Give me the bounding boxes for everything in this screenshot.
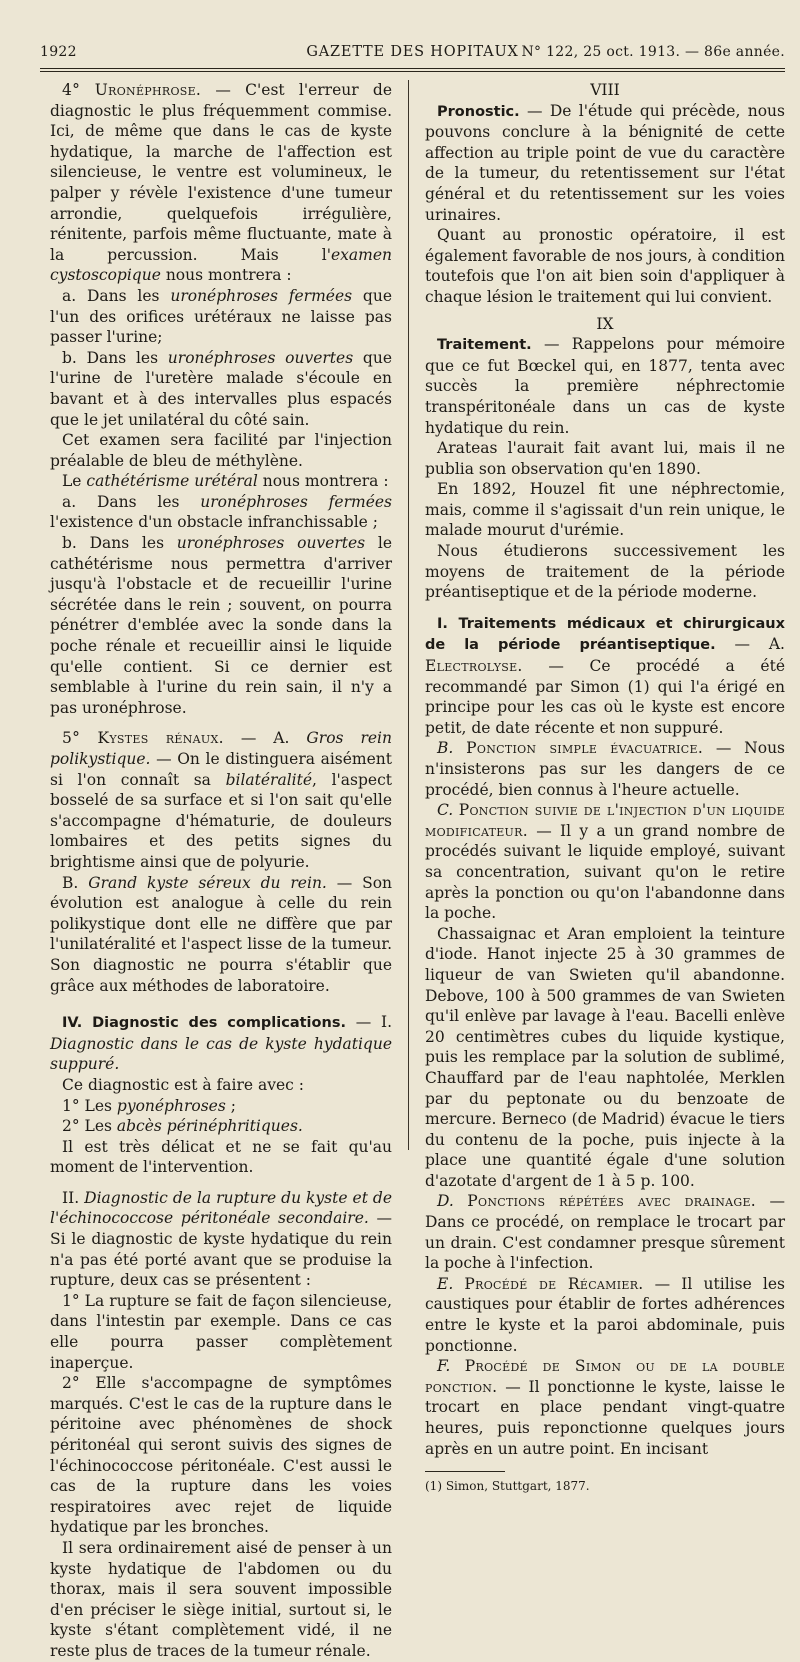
method-label: Ponction suivie de l'injection d'un liquide modificateur. — [425, 801, 785, 840]
left-column — [50, 80, 392, 1662]
section-label: 4° Uronéphrose. — [62, 81, 202, 99]
section-number: VIII — [590, 81, 620, 99]
column-divider — [408, 80, 409, 1150]
paragraph: II. Diagnostic de la rupture du kyste et de l'échinococcose péritonéale secondaire. — Si le diagnostic de kyste hydatique du rein n'a pas été porté avant que se produise la rupture, deux cas se présentent : — [50, 1188, 392, 1290]
issue-info: N° 122, 25 oct. 1913. — 86e année. — [521, 44, 785, 60]
paragraph: C. Ponction suivie de l'injection d'un liquide modificateur. — Il y a un grand nombre de procédés suivant le liquide employé, suivant sa concentration, suivant qu'on le retire après la ponction ou qu'on l'abandonne dans la poche. — [425, 801, 785, 923]
paragraph: B. Grand kyste séreux du rein. — Son évolution est analogue à celle du rein polikystique dont elle ne diffère que par l'unilatéralité et l'aspect lisse de la tumeur. Son diagnostic ne pourra s'établir que grâce aux méthodes de laboratoire. — [50, 873, 393, 995]
right-column — [425, 80, 785, 1497]
paragraph: a. Dans les uronéphroses fermées l'existence d'un obstacle infranchissable ; — [50, 492, 392, 532]
page-header — [40, 40, 785, 64]
page-number: 1922 — [40, 44, 77, 60]
method-label: Electrolyse. — [425, 657, 523, 676]
paragraph: D. Ponctions répétées avec drainage. — Dans ce procédé, on remplace le trocart par un drain. C'est condamner presque sûrement la poche à l'infection. — [425, 1192, 785, 1273]
paragraph: 1° La rupture se fait de façon silencieuse, dans l'intestin par exemple. Dans ce cas elle pourra passer complètement inaperçue. — [50, 1291, 392, 1372]
footnote: (1) Simon, Stuttgart, 1877. — [425, 1479, 590, 1494]
paragraph: 2° Elle s'accompagne de symptômes marqués. C'est le cas de la rupture dans le péritoine avec phénomènes de shock péritonéal qui seront suivis des signes de l'échinococcose péritonéale. C'est aussi le cas de la rupture dans les voies respiratoires avec rejet de liquide hydatique par les bronches. — [50, 1374, 392, 1537]
journal-title: GAZETTE DES HOPITAUX — [306, 44, 519, 60]
paragraph: a. Dans les uronéphroses fermées que l'un des orifices urétéraux ne laisse pas passer l'urine; — [50, 286, 392, 347]
section-heading: Pronostic. — [437, 103, 520, 120]
method-label: Procédé de Simon ou de la double ponction. — [425, 1357, 785, 1396]
paragraph: En 1892, Houzel fit une néphrectomie, mais, comme il s'agissait d'un rein unique, le malade mourut d'urémie. — [425, 480, 785, 540]
paragraph: 4° Uronéphrose. — C'est l'erreur de diagnostic le plus fréquemment commise. Ici, de même que dans le cas de kyste hydatique, la marche de l'affection est silencieuse, le ventre est volumineux, le palper y révèle l'existence d'une tumeur arrondie, quelquefois irrégulière, rénitente, parfois même fluctuante, mate à la percussion. Mais l'examen cystoscopique nous montrera : — [50, 81, 393, 285]
method-label: Ponction simple évacuatrice. — [466, 739, 704, 758]
paragraph: Le cathétérisme urétéral nous montrera : — [62, 472, 389, 491]
paragraph: Chassaignac et Aran emploient la teinture d'iode. Hanot injecte 25 à 30 grammes de liqueur de van Swieten qu'il abandonne. Debove, 100 à 500 grammes de van Swieten qu'il enlève par lavage à l'eau. Bacelli enlève 20 centimètres cubes du liquide kystique, puis les remplace par la solution de sublimé, Chauffard par de l'eau naphtolée, Merklen par du peptonate ou du benzoate de mercure. Berneco (de Madrid) évacue le tiers du contenu de la poche, puis injecte à la place une quantité égale d'une solution d'azotate d'argent de 1 à 5 p. 100. — [425, 924, 785, 1190]
method-label: Procédé de Récamier. — [464, 1274, 644, 1293]
paragraph: Traitement. — Rappelons pour mémoire que ce fut Bœckel qui, en 1877, tenta avec succès la première néphrectomie transpéritonéale dans un cas de kyste hydatique du rein. — [425, 335, 785, 437]
paragraph: Arateas l'aurait fait avant lui, mais il ne publia son observation qu'en 1890. — [425, 439, 785, 478]
section-heading: I. Traitements médicaux et chirurgicaux de la période préantiseptique. — [425, 615, 785, 654]
paragraph: Quant au pronostic opératoire, il est également favorable de nos jours, à condition toutefois que l'on ait bien soin d'appliquer à chaque lésion le traitement qui lui convient. — [425, 226, 785, 306]
paragraph: Ce diagnostic est à faire avec : — [62, 1075, 304, 1094]
paragraph: Nous étudierons successivement les moyens de traitement de la période préantiseptique et de la période moderne. — [425, 542, 785, 602]
paragraph: 1° Les pyonéphroses ; — [62, 1096, 236, 1115]
header-rule-2 — [40, 71, 785, 72]
footnote-rule — [425, 1471, 505, 1472]
paragraph: Il est très délicat et ne se fait qu'au moment de l'intervention. — [50, 1137, 392, 1177]
paragraph: 2° Les abcès périnéphritiques. — [62, 1117, 303, 1136]
paragraph: B. Ponction simple évacuatrice. — Nous n'insisterons pas sur les dangers de ce procédé, bien connus à l'heure actuelle. — [425, 739, 786, 799]
paragraph: F. Procédé de Simon ou de la double ponction. — Il ponctionne le kyste, laisse le trocart en place pendant vingt-quatre heures, puis reponctionne quelques jours après en un autre point. En incisant — [425, 1357, 785, 1458]
paragraph: Cet examen sera facilité par l'injection préalable de bleu de méthylène. — [50, 431, 392, 470]
paragraph: I. Traitements médicaux et chirurgicaux de la période préantiseptique. — A. Electrolyse. — Ce procédé a été recommandé par Simon (1) qui l'a érigé en principe pour les cas où le kyste est encore petit, de date récente et non suppuré. — [425, 615, 785, 737]
paragraph: 5° Kystes rénaux. — A. Gros rein polikystique. — On le distinguera aisément si l'on connaît sa bilatéralité, l'aspect bosselé de sa surface et si l'on sait qu'elle s'accompagne d'hématurie, de douleurs lombaires et des petits signes du brightisme ainsi que de polyurie. — [50, 729, 392, 871]
paragraph: Il sera ordinairement aisé de penser à un kyste hydatique de l'abdomen ou du thorax, mais il sera souvent impossible d'en préciser le siège initial, surtout si, le kyste s'étant complètement vidé, il ne reste plus de traces de la tumeur rénale. — [50, 1538, 392, 1660]
paragraph: IV. Diagnostic des complications. — I. Diagnostic dans le cas de kyste hydatique suppuré. — [50, 1013, 392, 1074]
section-number: IX — [596, 314, 614, 333]
paragraph: b. Dans les uronéphroses ouvertes le cathétérisme nous permettra d'arriver jusqu'à l'obstacle et de recueillir l'urine sécrétée dans le rein ; souvent, on pourra pénétrer d'emblée avec la sonde dans la poche rénale et recueillir ainsi le liquide qu'elle contient. Si ce dernier est semblable à l'urine du rein sain, il n'y a pas uronéphrose. — [50, 534, 392, 717]
header-rule — [40, 68, 785, 69]
paragraph: b. Dans les uronéphroses ouvertes que l'urine de l'uretère malade s'écoule en bavant et à des intervalles plus espacés que le jet unilatéral du côté sain. — [50, 348, 392, 429]
method-label: Ponctions répétées avec drainage. — [467, 1192, 757, 1211]
section-label: 5° Kystes rénaux. — [62, 729, 224, 748]
section-heading: Traitement. — [437, 337, 532, 354]
paragraph: Pronostic. — De l'étude qui précède, nous pouvons conclure à la bénignité de cette affection au triple point de vue du caractère de la tumeur, du retentissement sur l'état général et du retentissement sur les voies urinaires. — [425, 101, 785, 224]
paragraph: E. Procédé de Récamier. — Il utilise les caustiques pour établir de fortes adhérences entre le kyste et la paroi abdominale, puis ponctionne. — [425, 1274, 785, 1355]
section-heading: IV. Diagnostic des complications. — [62, 1015, 346, 1032]
